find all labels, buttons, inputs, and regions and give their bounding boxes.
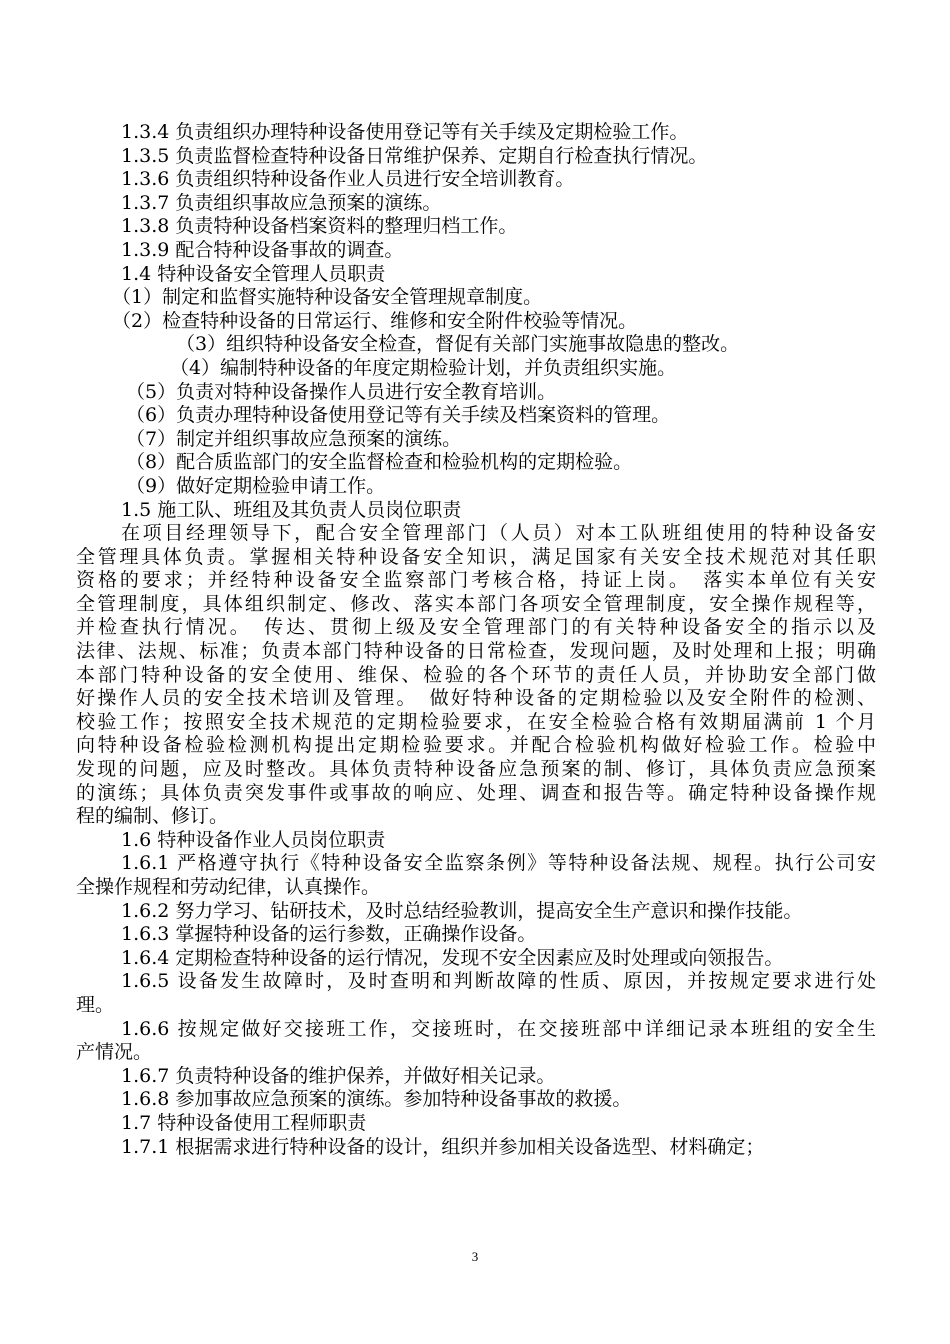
list-item: （8）配合质监部门的安全监督检查和检验机构的定期检验。 <box>126 451 633 474</box>
text-line: 1.3.8 负责特种设备档案资料的整理归档工作。 <box>121 215 518 238</box>
list-item: （2）检查特种设备的日常运行、维修和安全附件校验等情况。 <box>112 309 638 332</box>
section-heading: 1.7 特种设备使用工程师职责 <box>121 1111 367 1134</box>
paragraph-line: 并检查执行情况。 传达、贯彻上级及安全管理部门的有关特种设备安全的指示以及 <box>76 616 876 639</box>
text-line: 1.3.5 负责监督检查特种设备日常维护保养、定期自行检查执行情况。 <box>121 144 708 167</box>
list-item: （4）编制特种设备的年度定期检验计划，并负责组织实施。 <box>170 356 677 379</box>
paragraph-line: 向特种设备检验检测机构提出定期检验要求。并配合检验机构做好检验工作。检验中 <box>76 734 876 757</box>
list-item: （1）制定和监督实施特种设备安全管理规章制度。 <box>112 286 543 309</box>
paragraph-line: 1.6.5 设备发生故障时，及时查明和判断故障的性质、原因，并按规定要求进行处 <box>121 970 876 993</box>
text-line: 1.6.4 定期检查特种设备的运行情况，发现不安全因素应及时处理或向领报告。 <box>121 946 784 969</box>
list-item: （3）组织特种设备安全检查，督促有关部门实施事故隐患的整改。 <box>176 333 740 356</box>
paragraph-line: 校验工作；按照安全技术规范的定期检验要求，在安全检验合格有效期届满前 1 个月 <box>76 710 876 733</box>
text-line: 1.3.9 配合特种设备事故的调查。 <box>121 238 404 261</box>
text-line: 1.3.4 负责组织办理特种设备使用登记等有关手续及定期检验工作。 <box>121 121 689 143</box>
text-line: 1.3.7 负责组织事故应急预案的演练。 <box>121 191 442 214</box>
section-heading: 1.5 施工队、班组及其负责人员岗位职责 <box>121 498 462 521</box>
paragraph-line: 全管理具体负责。掌握相关特种设备安全知识，满足国家有关安全技术规范对其任职 <box>76 545 876 568</box>
paragraph-line: 1.6.6 按规定做好交接班工作，交接班时，在交接班部中详细记录本班组的安全生 <box>121 1017 876 1040</box>
paragraph-line: 1.6.1 严格遵守执行《特种设备安全监察条例》等特种设备法规、规程。执行公司安 <box>121 852 876 875</box>
text-line: 1.7.1 根据需求进行特种设备的设计，组织并参加相关设备选型、材料确定； <box>121 1135 765 1158</box>
section-heading: 1.4 特种设备安全管理人员职责 <box>121 262 386 285</box>
paragraph-line: 发现的问题，应及时整改。具体负责特种设备应急预案的制、修订，具体负责应急预案 <box>76 758 876 781</box>
paragraph-line: 全操作规程和劳动纪律，认真操作。 <box>76 876 381 898</box>
page-number: 3 <box>471 1249 479 1264</box>
text-line: 1.6.8 参加事故应急预案的演练。参加特种设备事故的救援。 <box>121 1088 632 1111</box>
paragraph-line: 程的编制、修订。 <box>76 805 229 828</box>
document-body <box>76 121 876 1159</box>
list-item: （9）做好定期检验申请工作。 <box>126 474 386 497</box>
list-item: （6）负责办理特种设备使用登记等有关手续及档案资料的管理。 <box>126 404 671 427</box>
text-line: 1.6.2 努力学习、钻研技术，及时总结经验教训，提高安全生产意识和操作技能。 <box>121 899 803 922</box>
text-line: 1.6.7 负责特种设备的维护保养，并做好相关记录。 <box>121 1064 556 1087</box>
section-heading: 1.6 特种设备作业人员岗位职责 <box>121 828 386 851</box>
paragraph-line: 好操作人员的安全技术培训及管理。 做好特种设备的定期检验以及安全附件的检测、 <box>76 687 876 710</box>
paragraph-line: 全管理制度，具体组织制定、修改、落实本部门各项安全管理制度，安全操作规程等， <box>76 592 876 615</box>
list-item: （7）制定并组织事故应急预案的演练。 <box>126 427 462 450</box>
list-item: （5）负责对特种设备操作人员进行安全教育培训。 <box>126 380 557 403</box>
text-line: 1.6.3 掌握特种设备的运行参数，正确操作设备。 <box>121 923 537 946</box>
paragraph-line: 本部门特种设备的安全使用、维保、检验的各个环节的责任人员，并协助安全部门做 <box>76 663 876 686</box>
paragraph-line: 法律、法规、标准；负责本部门特种设备的日常检查，发现问题，及时处理和上报；明确 <box>76 640 876 663</box>
paragraph-line: 产情况。 <box>76 1041 153 1064</box>
paragraph-line: 的演练；具体负责突发事件或事故的响应、处理、调查和报告等。确定特种设备操作规 <box>76 781 876 804</box>
paragraph-line: 在项目经理领导下，配合安全管理部门（人员）对本工队班组使用的特种设备安 <box>121 522 876 545</box>
paragraph-line: 理。 <box>76 993 115 1016</box>
paragraph-line: 资格的要求；并经特种设备安全监察部门考核合格，持证上岗。 落实本单位有关安 <box>76 569 876 592</box>
text-line: 1.3.6 负责组织特种设备作业人员进行安全培训教育。 <box>121 168 575 191</box>
